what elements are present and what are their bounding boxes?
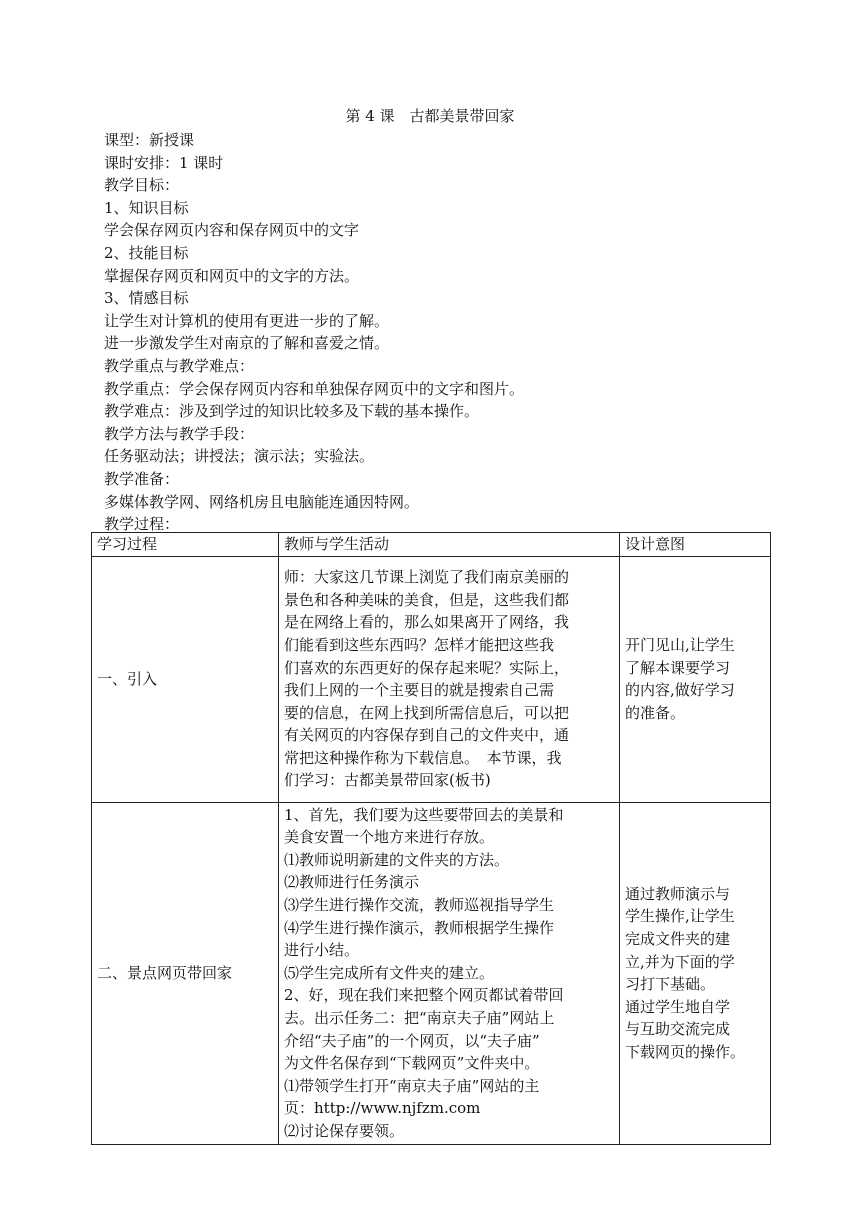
meta-line: 教学准备： — [104, 469, 180, 488]
meta-line: 多媒体教学网、网络机房且电脑能连通因特网。 — [104, 492, 420, 511]
meta-line: 教学目标： — [104, 176, 180, 195]
meta-line: 教学重点：学会保存网页内容和单独保存网页中的文字和图片。 — [104, 379, 525, 398]
intent-line: 下载网页的操作。 — [625, 1042, 746, 1061]
activity-line: 1、首先，我们要为这些要带回去的美景和 — [284, 805, 564, 824]
activity-line: 介绍“夫子庙”的一个网页，以“夫子庙” — [284, 1031, 540, 1050]
meta-line: 教学过程： — [104, 515, 180, 534]
activity-line: 们学习：古都美景带回家(板书) — [284, 771, 491, 790]
stage-cell: 一、引入 — [92, 556, 279, 802]
activity-cell — [279, 556, 620, 802]
activity-line: 常把这种操作称为下载信息。 本节课，我 — [284, 748, 562, 767]
activity-line: 们能看到这些东西吗？怎样才能把这些我 — [284, 635, 555, 654]
meta-line: 进一步激发学生对南京的了解和喜爱之情。 — [104, 334, 390, 353]
intent-line: 完成文件夹的建 — [625, 929, 731, 948]
lesson-title: 第 4 课 古都美景带回家 — [345, 107, 515, 125]
activity-line: 是在网络上看的，那么如果离开了网络，我 — [284, 613, 570, 632]
intent-line: 的准备。 — [625, 703, 686, 722]
header-activity: 教师与学生活动 — [279, 533, 620, 557]
activity-line: 进行小结。 — [284, 941, 360, 960]
meta-line: 教学方法与教学手段： — [104, 424, 255, 443]
lesson-meta — [104, 129, 784, 536]
table-header-row — [92, 533, 771, 557]
intent-line: 立,并为下面的学 — [625, 952, 735, 971]
intent-line: 学生操作,让学生 — [625, 907, 735, 926]
meta-line: 课时安排：1 课时 — [104, 153, 224, 172]
meta-line: 1、知识目标 — [104, 198, 189, 217]
intent-cell — [620, 802, 771, 1144]
meta-line: 课型：新授课 — [104, 131, 195, 149]
table-row — [92, 556, 771, 802]
activity-line: ⑴带领学生打开“南京夫子庙”网站的主 — [284, 1076, 540, 1095]
intent-line: 通过教师演示与 — [625, 884, 731, 903]
meta-line: 教学难点：涉及到学过的知识比较多及下载的基本操作。 — [104, 402, 480, 421]
meta-line: 学会保存网页内容和保存网页中的文字 — [104, 221, 360, 240]
activity-line: ⑴教师说明新建的文件夹的方法。 — [284, 850, 510, 869]
intent-line: 通过学生地自学 — [625, 997, 731, 1016]
activity-line: ⑷学生进行操作演示，教师根据学生操作 — [284, 918, 555, 937]
header-stage: 学习过程 — [92, 533, 279, 557]
intent-line: 了解本课要学习 — [625, 658, 731, 677]
activity-line: 2、好，现在我们来把整个网页都试着带回 — [284, 986, 564, 1005]
meta-line: 任务驱动法；讲授法；演示法；实验法。 — [104, 447, 375, 466]
intent-line: 开门见山,让学生 — [625, 635, 735, 654]
activity-line: ⑵教师进行任务演示 — [284, 873, 420, 892]
header-intent: 设计意图 — [620, 533, 771, 557]
activity-line: 师：大家这几节课上浏览了我们南京美丽的 — [284, 568, 570, 587]
activity-line: 美食安置一个地方来进行存放。 — [284, 828, 495, 847]
activity-line: 去。出示任务二：把“南京夫子庙”网站上 — [284, 1008, 555, 1027]
meta-line: 3、情感目标 — [104, 289, 189, 308]
stage-cell: 二、景点网页带回家 — [92, 802, 279, 1144]
activity-line: ⑸学生完成所有文件夹的建立。 — [284, 963, 495, 982]
table-row — [92, 802, 771, 1144]
activity-line: ⑶学生进行操作交流，教师巡视指导学生 — [284, 896, 555, 915]
intent-line: 与互助交流完成 — [625, 1020, 731, 1039]
activity-line: ⑵讨论保存要领。 — [284, 1121, 405, 1140]
activity-line: 景色和各种美味的美食，但是，这些我们都 — [284, 590, 570, 609]
activity-line: 为文件名保存到“下载网页”文件夹中。 — [284, 1054, 540, 1073]
process-table — [91, 532, 771, 1145]
activity-cell — [279, 802, 620, 1144]
activity-line: 有关网页的内容保存到自己的文件夹中，通 — [284, 726, 570, 745]
activity-line: 们喜欢的东西更好的保存起来呢？实际上， — [284, 658, 570, 677]
meta-line: 让学生对计算机的使用有更进一步的了解。 — [104, 311, 390, 330]
activity-line: 要的信息，在网上找到所需信息后，可以把 — [284, 703, 570, 722]
intent-cell — [620, 556, 771, 802]
meta-line: 教学重点与教学难点： — [104, 356, 255, 375]
intent-line: 的内容,做好学习 — [625, 681, 735, 700]
meta-line: 掌握保存网页和网页中的文字的方法。 — [104, 266, 360, 285]
activity-line: 我们上网的一个主要目的就是搜索自己需 — [284, 681, 555, 700]
intent-line: 习打下基础。 — [625, 975, 716, 994]
activity-line: 页：http://www.njfzm.com — [284, 1099, 481, 1118]
meta-line: 2、技能目标 — [104, 243, 189, 262]
